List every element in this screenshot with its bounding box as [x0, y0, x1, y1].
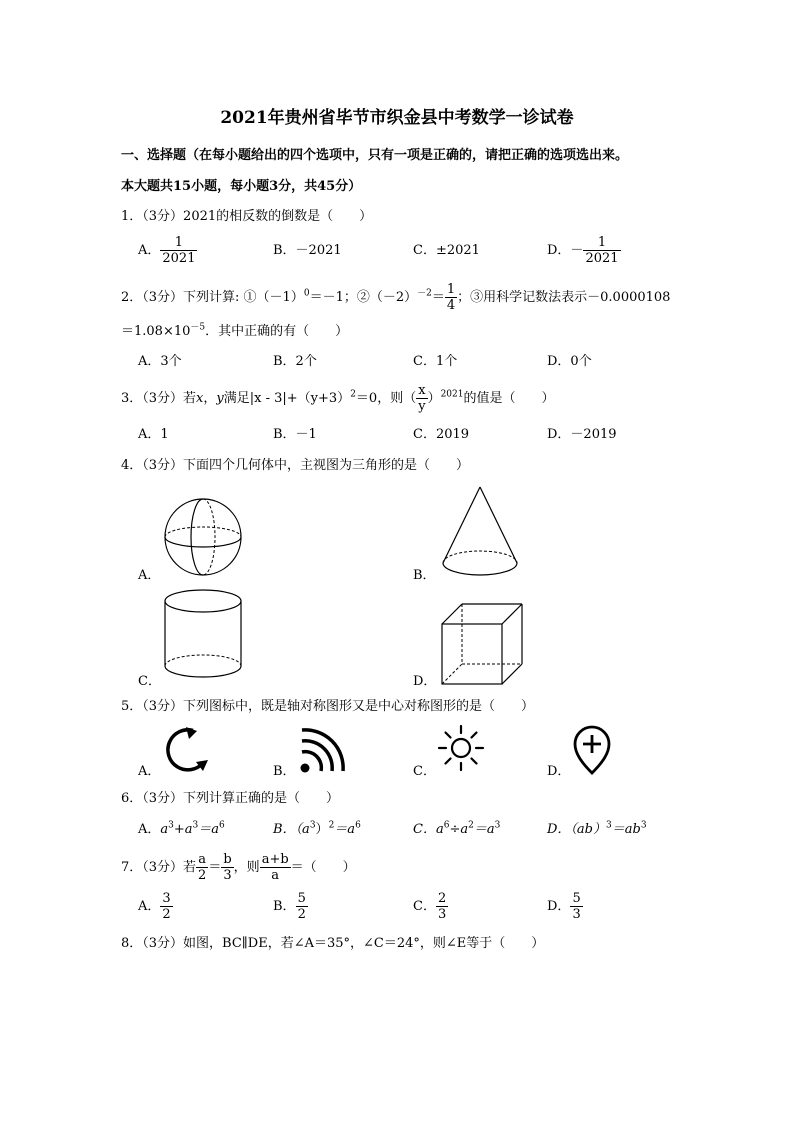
question-4-option-d: D．	[413, 674, 437, 689]
question-5-option-c: C．	[413, 764, 436, 779]
question-3-option-a: A．1	[138, 427, 169, 442]
sphere-figure	[163, 497, 243, 577]
question-4-stem: 4．（3分）下面四个几何体中，主视图为三角形的是（ ）	[121, 458, 470, 473]
question-6-option-b: B．$(a^3)^2=a^6$	[273, 820, 361, 837]
question-3-stem: 3．（3分）若x，y满足$|x - 3|+(y+3)^2=0$，则（ $\frac{x}{y}$ ）$^{2021}$的值是（ ）	[121, 383, 555, 414]
question-7-option-c: C． $\frac{2}{3}$	[413, 891, 447, 922]
question-8-stem: 8．（3分）如图，BC∥DE，若∠A＝35°，∠C＝24°，则∠E等于（ ）	[121, 936, 545, 951]
section-header-line2: 本大题共15小题，每小题3分，共45分）	[121, 179, 362, 194]
fraction: $\frac{5}{2}$	[297, 891, 306, 922]
question-2-stem-line1: 2．（3分）下列计算: $①(-1)^0=-1$；$②(-2)^{-2}=$ $\frac{1}{4}$ ；③用科学记数法表示－0.0000108	[121, 282, 671, 313]
question-5-option-d: D．	[547, 764, 571, 779]
question-2-option-b: B．2个	[273, 354, 317, 369]
question-7-option-a: A． $\frac{3}{2}$	[138, 891, 171, 922]
fraction: $\frac{a+b}{a}$	[261, 852, 289, 883]
question-3-option-b: B．－1	[273, 427, 317, 442]
question-4-option-a: A．	[138, 568, 161, 583]
question-6-option-d: D．$(ab)^3=ab^3$	[547, 820, 647, 837]
cone-figure	[440, 485, 520, 577]
location-plus-icon	[572, 724, 612, 776]
question-1-option-a: A． $\frac{1}{2021}$	[138, 235, 196, 266]
page-title: 2021年贵州省毕节市织金县中考数学一诊试卷	[220, 108, 574, 128]
cube-figure	[440, 602, 526, 686]
fraction: $\frac{x}{y}$	[418, 383, 426, 414]
question-3-option-d: D．－2019	[547, 427, 617, 442]
question-1-option-b: B．－2021	[273, 243, 342, 258]
sun-icon	[437, 724, 485, 772]
fraction: $\frac{b}{3}$	[223, 852, 232, 883]
fraction: $\frac{1}{4}$	[446, 282, 456, 313]
question-2-option-d: D．0个	[547, 354, 592, 369]
fraction: $\frac{5}{3}$	[572, 891, 581, 922]
section-header-line1: 一、选择题（在每小题给出的四个选项中，只有一项是正确的，请把正确的选项选出来。	[121, 148, 629, 163]
question-4-option-c: C．	[138, 674, 161, 689]
question-6-option-a: A．$a^3+a^3=a^6$	[138, 820, 225, 837]
question-2-option-a: A．3个	[138, 354, 182, 369]
question-1-stem: 1．（3分）2021的相反数的倒数是（ ）	[121, 209, 373, 224]
question-6-stem: 6．（3分）下列计算正确的是（ ）	[121, 791, 340, 806]
question-7-stem: 7．（3分）若 $\frac{a}{2}$ ＝ $\frac{b}{3}$ ，则 $\frac{a+b}{a}$ ＝（ ）	[121, 852, 356, 883]
question-7-option-b: B． $\frac{5}{2}$	[273, 891, 306, 922]
fraction: $\frac{a}{2}$	[198, 852, 207, 883]
question-3-option-c: C．2019	[413, 427, 470, 442]
question-2-stem-line2: $=1.08\times 10^{-5}$．其中正确的有（ ）	[121, 322, 349, 339]
fraction: $\frac{1}{2021}$	[585, 235, 619, 266]
wifi-signal-icon	[298, 727, 348, 775]
question-7-option-d: D． $\frac{5}{3}$	[547, 891, 581, 922]
question-6-option-c: C．$a^6\div a^2=a^3$	[413, 820, 501, 837]
question-5-option-b: B．	[273, 764, 296, 779]
question-1-option-c: C．±2021	[413, 243, 480, 258]
question-1-option-d: D．－ $\frac{1}{2021}$	[547, 235, 619, 266]
refresh-icon	[163, 726, 213, 774]
cylinder-figure	[163, 588, 243, 682]
fraction: $\frac{2}{3}$	[437, 891, 447, 922]
question-4-option-b: B．	[413, 568, 436, 583]
question-5-option-a: A．	[138, 764, 161, 779]
question-5-stem: 5．（3分）下列图标中，既是轴对称图形又是中心对称图形的是（ ）	[121, 699, 535, 714]
question-2-option-c: C．1个	[413, 354, 458, 369]
fraction: $\frac{3}{2}$	[162, 891, 171, 922]
fraction: $\frac{1}{2021}$	[162, 235, 196, 266]
